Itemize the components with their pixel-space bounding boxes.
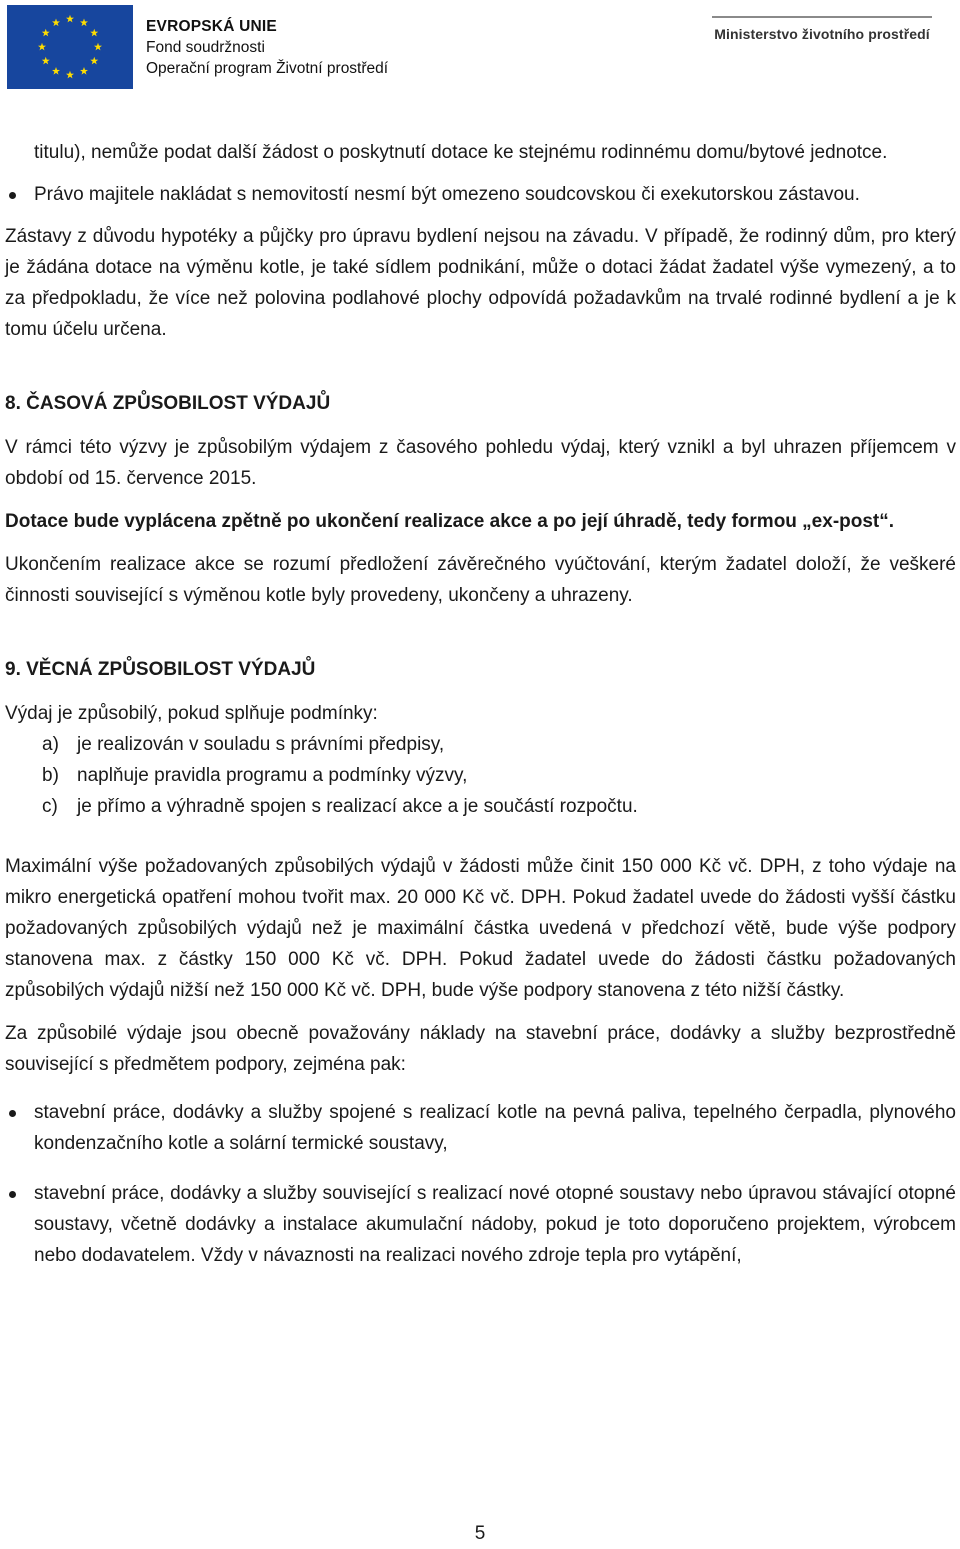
ministry-logo [712,16,932,42]
list-text: je přímo a výhradně spojen s realizací akce a je součástí rozpočtu. [77,796,638,817]
paragraph: V rámci této výzvy je způsobilým výdajem z časového pohledu výdaj, který vznikl a byl uhrazen příjemcem v období od 15. července 2015. [5,437,956,489]
paragraph: Maximální výše požadovaných způsobilých výdajů v žádosti může činit 150 000 Kč vč. DPH, z toho výdaje na mikro energetická opatření mohou tvořit max. 20 000 Kč vč. DPH. Pokud žadatel uvede do žádosti vyšší částku požadovaných způsobilých výdajů než je maximální částka uvedená v předchozí větě, bude výše podpory stanovena max. z částky 150 000 Kč vč. DPH. Pokud žadatel uvede do žádosti částku požadovaných způsobilých výdajů nižší než 150 000 Kč vč. DPH, bude výše podpory stanovena z této nižší částky. [5,856,956,1001]
bullet-item: stavební práce, dodávky a služby související s realizací nové otopné soustavy nebo úpravou stávající otopné soustavy, včetně dodávky a instalace akumulační nádoby, pokud je toto doporučeno projektem, výrobcem nebo dodavatelem. Vždy v návaznosti na realizaci nového zdroje tepla pro vytápění, [5,1178,956,1271]
eu-line-3: Operační program Životní prostředí [146,60,389,77]
bullet-item: Právo majitele nakládat s nemovitostí nesmí být omezeno soudcovskou či exekutorskou zástavou. [5,179,956,210]
paragraph: Za způsobilé výdaje jsou obecně považovány náklady na stavební práce, dodávky a služby bezprostředně související s předmětem podpory, zejména pak: [5,1023,956,1075]
list-item [5,760,956,791]
list-text: je realizován v souladu s právními předpisy, [77,734,445,755]
bullet-item: stavební práce, dodávky a služby spojené s realizací kotle na pevná paliva, tepelného čerpadla, plynového kondenzačního kotle a solární termické soustavy, [5,1097,956,1159]
eu-logo-text [146,16,388,79]
ministry-logo-line [712,16,932,18]
list-label: b) [42,765,59,786]
list-text: naplňuje pravidla programu a podmínky výzvy, [77,765,468,786]
document-body [5,137,956,1271]
paragraph: Výdaj je způsobilý, pokud splňuje podmínky: [5,703,378,724]
section-heading-9: 9. VĚCNÁ ZPŮSOBILOST VÝDAJŮ [5,659,316,680]
paragraph: titulu), nemůže podat další žádost o poskytnutí dotace ke stejnému rodinnému domu/bytové jednotce. [34,142,888,163]
paragraph-bold: Dotace bude vyplácena zpětně po ukončení realizace akce a po její úhradě, tedy formou „ex-post“. [5,511,895,532]
eu-stars-icon [7,5,133,89]
eu-line-2: Fond soudržnosti [146,39,265,56]
page-header [0,0,960,100]
paragraph: Ukončením realizace akce se rozumí předložení závěrečného vyúčtování, kterým žadatel doloží, že veškeré činnosti související s výměnou kotle byly provedeny, ukončeny a uhrazeny. [5,554,956,606]
list-label: a) [42,734,59,755]
section-heading-8: 8. ČASOVÁ ZPŮSOBILOST VÝDAJŮ [5,393,331,414]
ministry-name: Ministerstvo životního prostředí [714,26,930,42]
eu-flag-logo [7,5,133,89]
page-number: 5 [474,1523,486,1544]
list-item [5,729,956,760]
list-item [5,791,956,822]
paragraph: Zástavy z důvodu hypotéky a půjčky pro úpravu bydlení nejsou na závadu. V případě, že rodinný dům, pro který je žádána dotace na výměnu kotle, je také sídlem podnikání, může o dotaci žádat žadatel výše vymezený, a to za předpokladu, že více než polovina podlahové plochy odpovídá požadavkům na trvalé rodinné bydlení a je k tomu účelu určena. [5,226,956,340]
eu-line-1: EVROPSKÁ UNIE [146,18,277,35]
list-label: c) [42,796,58,817]
